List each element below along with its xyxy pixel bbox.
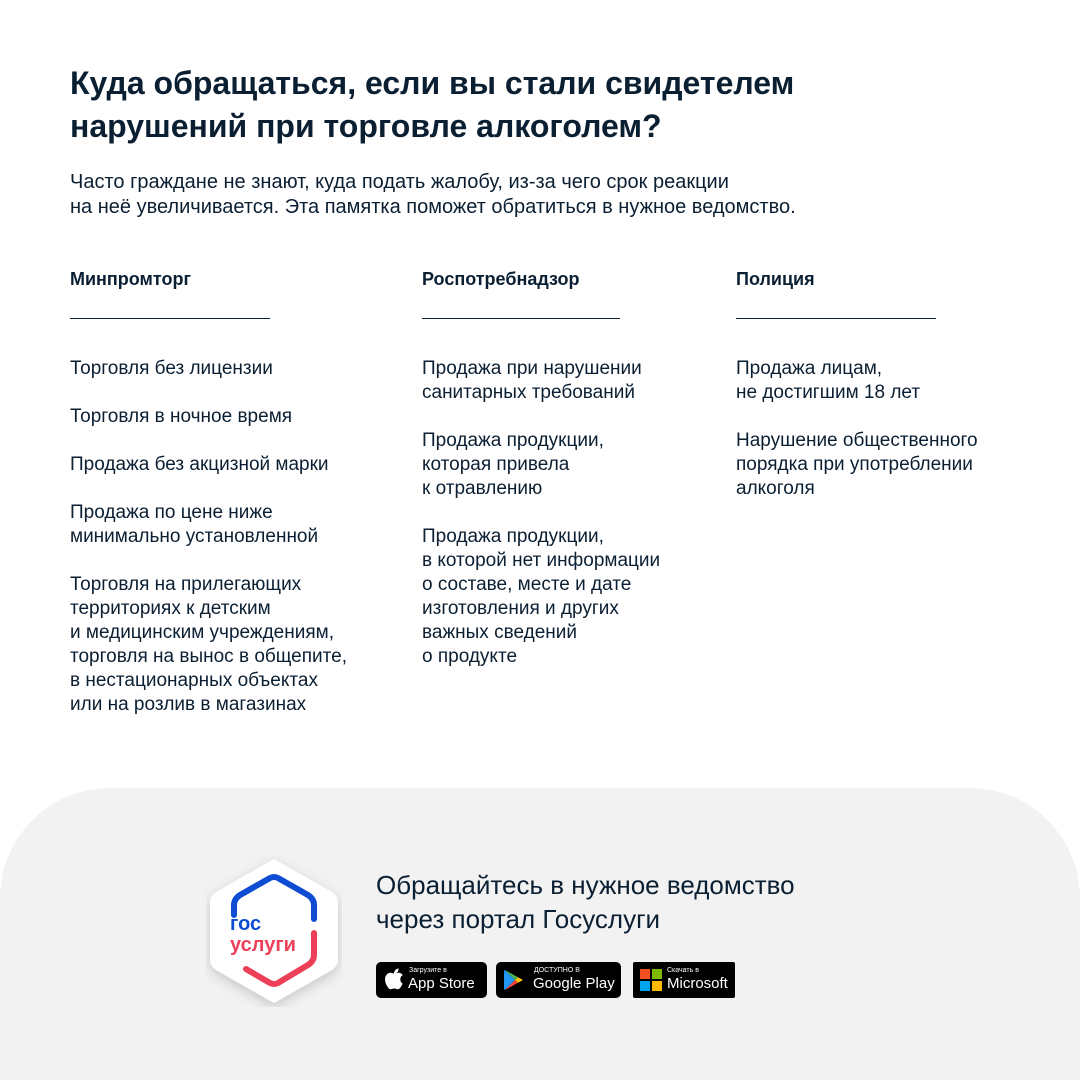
item-line: Продажа без акцизной марки xyxy=(70,454,329,475)
column-heading: Полиция xyxy=(736,269,815,289)
item-line: порядка при употреблении xyxy=(736,454,973,475)
microsoft-label: Microsoft xyxy=(667,975,728,992)
microsoft-icon xyxy=(640,969,662,991)
apple-icon xyxy=(385,968,405,990)
column-divider xyxy=(70,318,270,319)
microsoft-store-button[interactable] xyxy=(633,962,735,998)
item-line: Продажа продукции, xyxy=(422,430,604,451)
google-play-button[interactable] xyxy=(496,962,621,998)
title-line: нарушений при торговле алкоголем? xyxy=(70,108,662,144)
item-line: Нарушение общественного xyxy=(736,430,978,451)
cta-line: через портал Госуслуги xyxy=(376,904,661,934)
app-store-label: App Store xyxy=(408,975,475,992)
item-line: Торговля на прилегающих xyxy=(70,574,302,595)
item-line: о составе, месте и дате xyxy=(422,574,632,595)
gosuslugi-logo[interactable] xyxy=(206,855,342,1007)
item-line: не достигшим 18 лет xyxy=(736,382,921,403)
intro-line: на неё увеличивается. Эта памятка поможет обратиться в нужное ведомство. xyxy=(70,196,796,218)
list-item xyxy=(70,501,400,549)
item-line: которая привела xyxy=(422,454,570,475)
column-divider xyxy=(422,318,620,319)
item-line: Продажа при нарушении xyxy=(422,358,642,379)
page-title xyxy=(70,62,970,148)
list-item xyxy=(70,405,400,429)
item-line: важных сведений xyxy=(422,622,577,643)
google-play-icon xyxy=(504,969,524,991)
item-line: или на розлив в магазинах xyxy=(70,694,307,715)
gosuslugi-logo-icon xyxy=(206,855,342,1007)
app-store-button[interactable] xyxy=(376,962,487,998)
app-store-small: Загрузите в xyxy=(409,967,447,974)
list-item xyxy=(736,429,1036,501)
logo-text-line1: гос xyxy=(230,913,262,935)
list-item xyxy=(422,357,722,405)
item-line: в которой нет информации xyxy=(422,550,661,571)
intro-line: Часто граждане не знают, куда подать жалобу, из-за чего срок реакции xyxy=(70,171,729,193)
list-item xyxy=(736,357,1036,405)
list-item xyxy=(70,453,400,477)
logo-text-line2: услуги xyxy=(230,934,296,956)
column-minpromtorg xyxy=(70,267,400,741)
item-line: Торговля в ночное время xyxy=(70,406,293,427)
item-line: Продажа лицам, xyxy=(736,358,883,379)
item-line: и медицинским учреждениям, xyxy=(70,622,334,643)
item-line: к отравлению xyxy=(422,478,543,499)
item-line: территориях к детским xyxy=(70,598,271,619)
item-line: изготовления и других xyxy=(422,598,619,619)
google-play-small: ДОСТУПНО В xyxy=(534,967,580,974)
violation-list xyxy=(70,357,400,717)
list-item xyxy=(70,357,400,381)
column-rospotrebnadzor xyxy=(422,267,722,693)
violation-list xyxy=(422,357,722,669)
item-line: санитарных требований xyxy=(422,382,635,403)
column-divider xyxy=(736,318,936,319)
cta-line: Обращайтесь в нужное ведомство xyxy=(376,870,795,900)
microsoft-small: Скачать в xyxy=(667,967,699,974)
list-item xyxy=(422,429,722,501)
violation-list xyxy=(736,357,1036,501)
item-line: торговля на вынос в общепите, xyxy=(70,646,347,667)
item-line: минимально установленной xyxy=(70,526,319,547)
title-line: Куда обращаться, если вы стали свидетелем xyxy=(70,65,795,101)
column-heading: Минпромторг xyxy=(70,269,191,289)
column-heading: Роспотребнадзор xyxy=(422,269,580,289)
cta-text xyxy=(376,868,976,936)
item-line: о продукте xyxy=(422,646,518,667)
list-item xyxy=(70,573,400,717)
intro-text xyxy=(70,170,990,220)
list-item xyxy=(422,525,722,669)
item-line: Продажа по цене ниже xyxy=(70,502,273,523)
item-line: Торговля без лицензии xyxy=(70,358,273,379)
google-play-label: Google Play xyxy=(533,975,615,992)
column-police xyxy=(736,267,1036,525)
item-line: алкоголя xyxy=(736,478,815,499)
item-line: в нестационарных объектах xyxy=(70,670,318,691)
item-line: Продажа продукции, xyxy=(422,526,604,547)
